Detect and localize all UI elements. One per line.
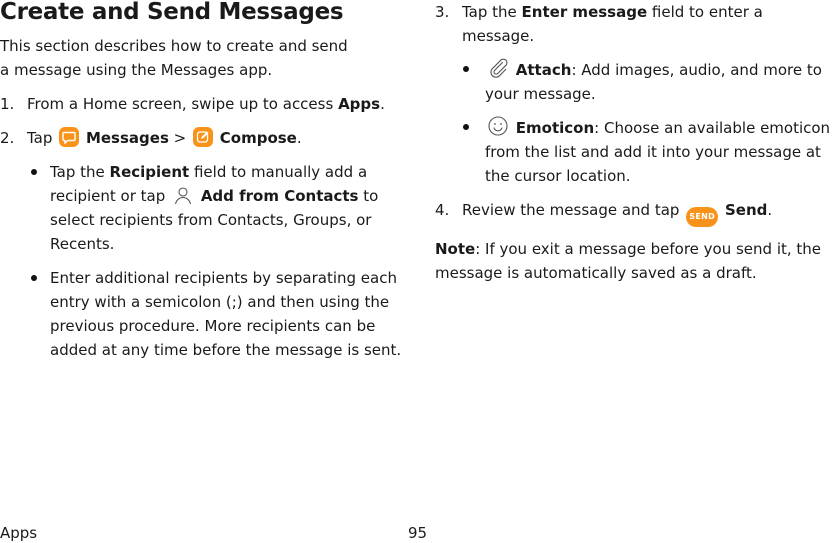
step-1 <box>0 92 405 116</box>
add-from-contacts-label: Add from Contacts <box>200 187 359 205</box>
step-text: From a Home screen, swipe up to access <box>27 95 339 113</box>
separator: > <box>168 129 191 147</box>
step-3 <box>435 0 835 48</box>
step-number: 2. <box>0 129 15 147</box>
bullet-text: Tap the <box>50 163 110 181</box>
enter-message-label: Enter message <box>521 3 648 21</box>
bullet-attach <box>435 57 835 106</box>
step-text-end: . <box>767 201 773 219</box>
note-paragraph <box>435 237 835 285</box>
step-number: 3. <box>435 3 450 21</box>
step-text: Tap <box>27 129 58 147</box>
bullet-text: field to manually add a recipient or tap <box>50 163 368 205</box>
step-number: 1. <box>0 95 15 113</box>
step-text-end: . <box>380 95 385 113</box>
bullet-dot <box>31 275 37 281</box>
recipient-label: Recipient <box>109 163 190 181</box>
right-column <box>435 0 835 285</box>
bullet-text: : Choose an available emoticon from the list and add it into your message at the cursor location. <box>485 119 831 185</box>
contact-icon <box>172 185 194 205</box>
compose-icon <box>193 127 213 147</box>
send-icon: SEND <box>686 207 718 227</box>
emoticon-label: Emoticon <box>515 119 595 137</box>
bullet-dot <box>463 124 469 130</box>
note-text: : If you exit a message before you send it, the message is automatically saved as a draft. <box>435 240 822 282</box>
step-text: Tap the <box>462 3 522 21</box>
step-number: 4. <box>435 201 450 219</box>
attach-label: Attach <box>515 61 572 79</box>
messages-label: Messages <box>85 129 169 147</box>
bullet-recipient <box>0 160 405 256</box>
page-number: 95 <box>408 524 428 542</box>
compose-label: Compose <box>219 129 297 147</box>
bullet-dot <box>463 66 469 72</box>
bullet-text: : Add images, audio, and more to your message. <box>485 61 822 103</box>
emoticon-icon <box>487 115 509 137</box>
step-text-end: . <box>296 129 302 147</box>
send-label: Send <box>724 201 768 219</box>
step-text: Review the message and tap <box>462 201 685 219</box>
apps-label: Apps <box>338 95 381 113</box>
page-title: Create and Send Messages <box>0 0 344 25</box>
bullet-text: to select recipients from Contacts, Groups, or Recents. <box>50 187 379 253</box>
paperclip-icon <box>487 57 509 79</box>
step-text-end: field to enter a message. <box>462 3 763 45</box>
bullet-emoticon <box>435 115 835 188</box>
bullet-additional <box>0 266 405 362</box>
note-label: Note <box>435 240 476 258</box>
footer-section: Apps <box>0 524 38 542</box>
left-column <box>0 0 405 362</box>
step-4 <box>435 198 835 227</box>
bullet-text: Enter additional recipients by separating each entry with a semicolon (;) and then using the previous procedure. More recipients can be added at any time before the message is sent. <box>50 269 402 359</box>
messages-icon <box>59 127 79 147</box>
intro-paragraph: This section describes how to create and send a message using the Messages app. <box>0 37 348 79</box>
bullet-dot <box>31 169 37 175</box>
step-2 <box>0 126 405 150</box>
